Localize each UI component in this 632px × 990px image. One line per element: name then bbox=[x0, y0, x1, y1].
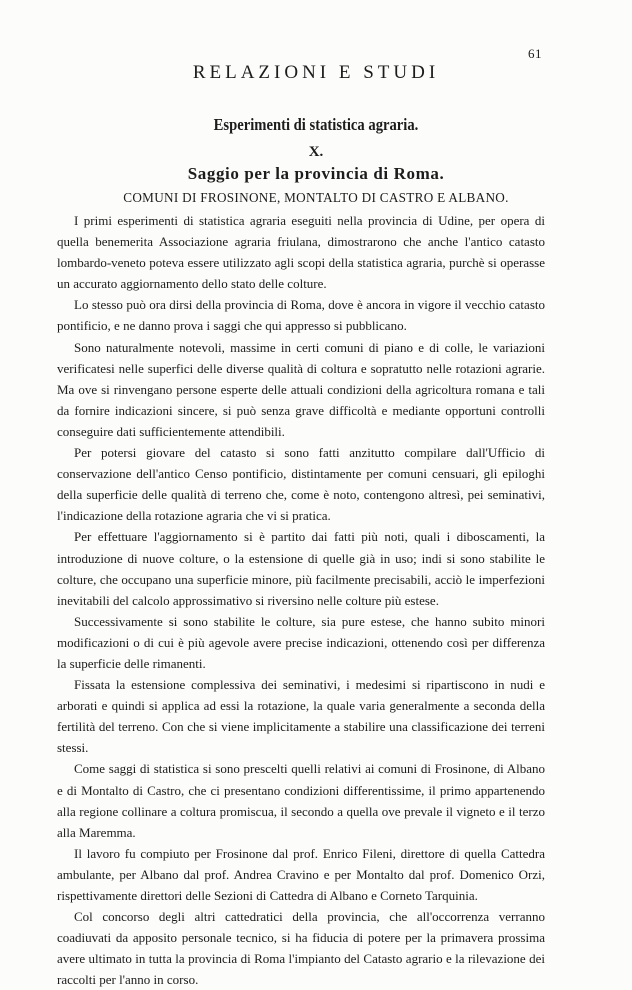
paragraph: I primi esperimenti di statistica agraria eseguiti nella provincia di Udine, per opera di quella benemerita Associazione agraria friulana, dimostrarono che anche l'antico catasto lombardo-veneto poteva essere utilizzato agli scopi della statistica agraria, purchè si operasse un accurato aggiornamento dello stato delle colture. bbox=[57, 213, 545, 292]
chapter-number: X. bbox=[308, 144, 324, 160]
article-body bbox=[57, 210, 545, 990]
article-subtitle: Saggio per la provincia di Roma. bbox=[187, 164, 445, 183]
paragraph: Per potersi giovare del catasto si sono fatti anzitutto compilare dall'Ufficio di conservazione dell'antico Censo pontificio, distintamente per comuni censuari, gli epiloghi della superficie delle qualità di terreno che, come è noto, contengono altresì, pei seminativi, l'indicazione della rotazione agraria che vi si pratica. bbox=[57, 445, 545, 524]
paragraph: Per effettuare l'aggiornamento si è partito dai fatti più noti, quali i diboscamenti, la introduzione di nuove colture, o la estensione di quelle già in uso; indi si sono stabilite le colture, che occupano una superficie minore, più facilmente precisabili, acciò le imperfezioni inevitabili del calcolo approssimativo si riversino nelle colture più estese. bbox=[57, 529, 545, 608]
paragraph: Il lavoro fu compiuto per Frosinone dal prof. Enrico Fileni, direttore di quella Cattedra ambulante, per Albano dal prof. Andrea Cravino e per Montalto dal prof. Domenico Orzi, rispettivamente direttori delle Sezioni di Cattedra di Albano e Corneto Tarquinia. bbox=[57, 845, 545, 903]
page-number: 61 bbox=[528, 46, 542, 61]
communes-heading: COMUNI DI FROSINONE, MONTALTO DI CASTRO E ALBANO. bbox=[123, 190, 509, 205]
paragraph: Come saggi di statistica si sono prescelti quelli relativi ai comuni di Frosinone, di Albano e di Montalto di Castro, che ci presentano condizioni differentissime, il primo appartenendo alla regione collinare a coltura promiscua, il secondo a quella ove prevale il vigneto e il terzo alla Maremma. bbox=[57, 761, 545, 840]
article-title: Esperimenti di statistica agraria. bbox=[213, 115, 419, 134]
paragraph: Lo stesso può ora dirsi della provincia di Roma, dove è ancora in vigore il vecchio catasto pontificio, e ne danno prova i saggi che qui appresso si pubblicano. bbox=[57, 297, 545, 334]
paragraph: Sono naturalmente notevoli, massime in certi comuni di piano e di colle, le variazioni verificatesi nelle superfici delle diverse qualità di coltura e sopratutto nelle rotazioni agrarie. Ma ove si rinvengano persone esperte delle attuali condizioni della agricoltura romana e tali da fornire indicazioni sincere, si può senza grave difficoltà e mediante opportuni controlli conseguire dati sufficientemente attendibili. bbox=[57, 339, 545, 439]
section-heading: RELAZIONI E STUDI bbox=[192, 62, 440, 83]
paragraph: Fissata la estensione complessiva dei seminativi, i medesimi si ripartiscono in nudi e arborati e quindi si applica ad essi la rotazione, la quale varia generalmente a seconda della fertilità del terreno. Con che si viene implicitamente a stabilire una classificazione dei terreni stessi. bbox=[57, 677, 545, 756]
paragraph: Col concorso degli altri cattedratici della provincia, che all'occorrenza verranno coadiuvati da apposito personale tecnico, si ha fiducia di potere per la primavera prossima avere ultimato in tutta la provincia di Roma l'impianto del Catasto agrario e la rilevazione dei raccolti per l'anno in corso. bbox=[57, 909, 545, 988]
paragraph: Successivamente si sono stabilite le colture, sia pure estese, che hanno subito minori modificazioni o di cui è più agevole avere precise indicazioni, ottenendo così per differenza la superficie delle rimanenti. bbox=[57, 613, 545, 671]
